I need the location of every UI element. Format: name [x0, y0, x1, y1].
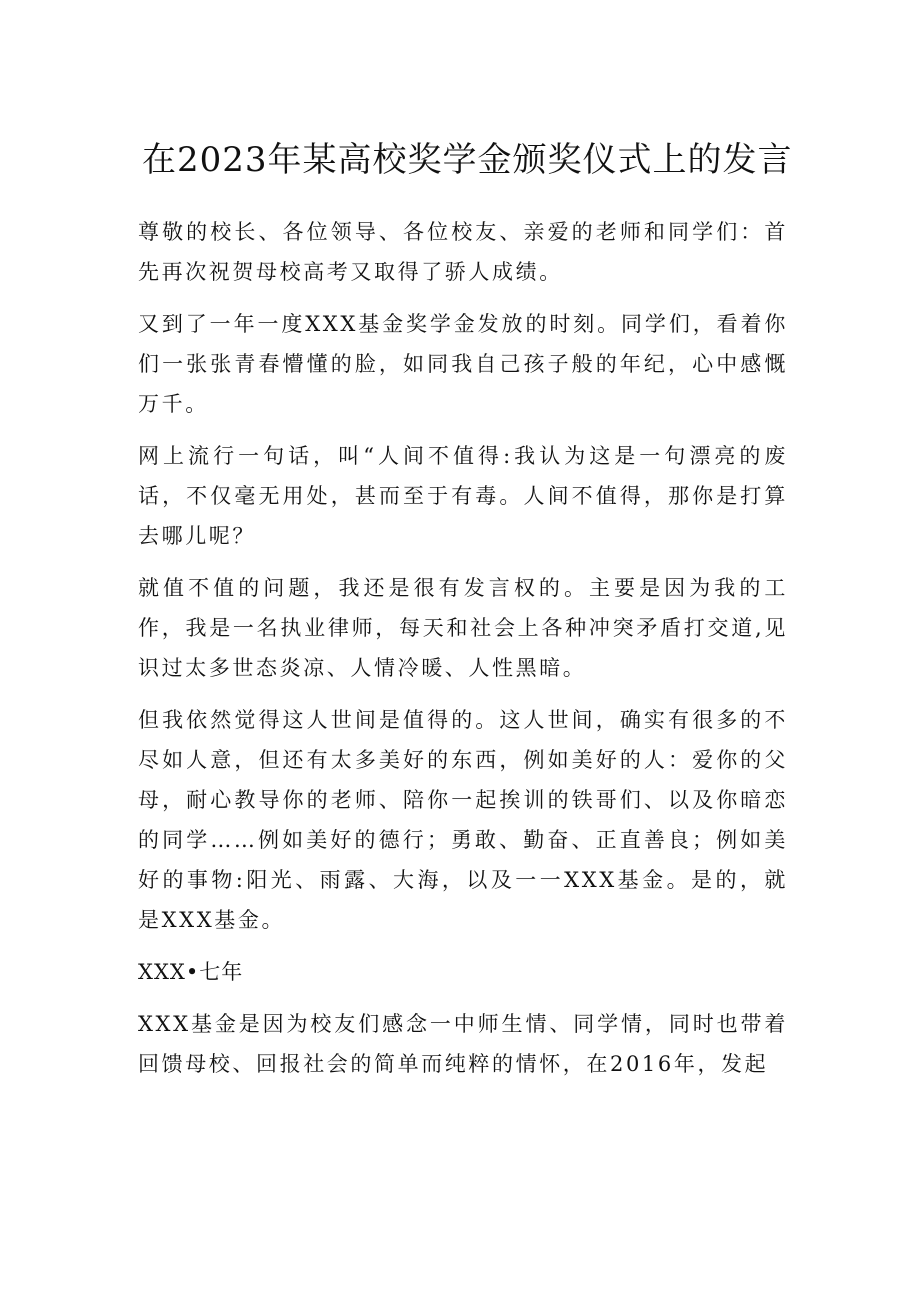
document-title: 在2023年某高校奖学金颁奖仪式上的发言: [142, 140, 793, 180]
paragraph-worthwhile: 但我依然觉得这人世间是值得的。这人世间，确实有很多的不尽如人意，但还有太多美好的东西，例如美好的人：爱你的父母，耐心教导你的老师、陪你一起挨训的铁哥们、以及你暗恋的同学……例如美好的德行；勇敢、勤奋、正直善良；例如美好的事物:阳光、雨露、大海，以及一一XXX基金。是的，就是XXX基金。: [138, 708, 788, 932]
paragraph-saying: 网上流行一句话，叫“人间不值得:我认为这是一句漂亮的废话，不仅毫无用处，甚而至于有毒。人间不值得，那你是打算去哪儿呢？: [138, 444, 788, 548]
paragraph-fund-origin: XXX基金是因为校友们感念一中师生情、同学情，同时也带着回馈母校、回报社会的简单而纯粹的情怀，在2016年，发起: [138, 1012, 788, 1076]
paragraph-greeting: 尊敬的校长、各位领导、各位校友、亲爱的老师和同学们：首先再次祝贺母校高考又取得了骄人成绩。: [138, 220, 788, 284]
section-heading: XXX•七年: [138, 960, 244, 984]
paragraph-occasion: 又到了一年一度XXX基金奖学金发放的时刻。同学们，看着你们一张张青春懵懂的脸，如同我自己孩子般的年纪，心中感慨万千。: [138, 312, 788, 416]
document-body: [138, 212, 788, 1096]
paragraph-work: 就值不值的问题，我还是很有发言权的。主要是因为我的工作，我是一名执业律师，每天和社会上各种冲突矛盾打交道,见识过太多世态炎凉、人情冷暖、人性黑暗。: [138, 576, 788, 680]
